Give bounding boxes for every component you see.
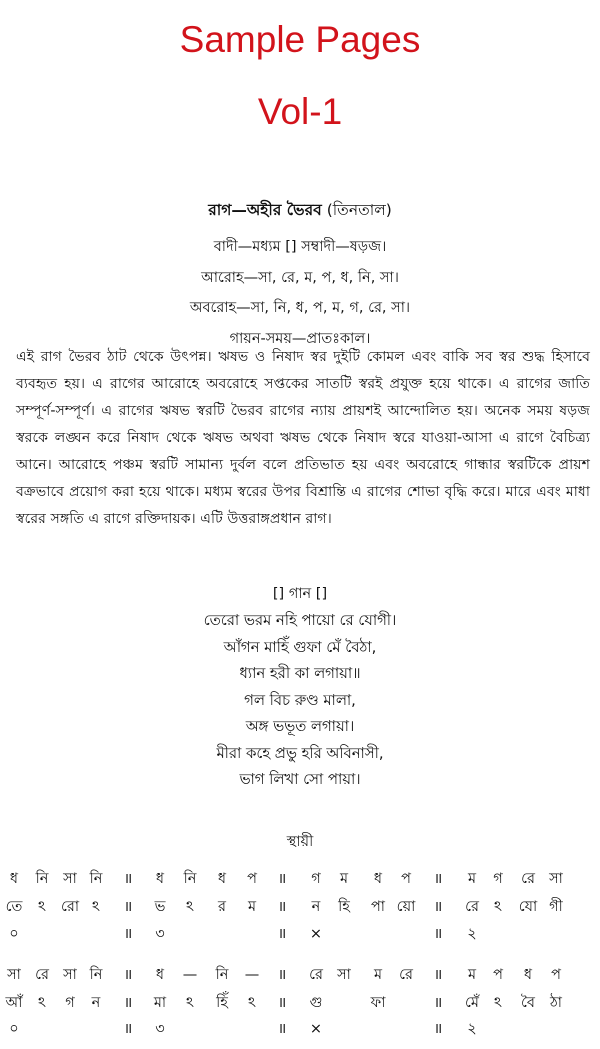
notation-cell: সা <box>7 967 21 983</box>
notation-cell: ন <box>91 995 101 1011</box>
notation-cell: ০ <box>9 926 19 942</box>
notation-cell: ম <box>373 967 383 983</box>
notation-cell: গ <box>493 871 503 887</box>
tala-name: (তিনতাল) <box>326 201 392 219</box>
notation-cell: ঠা <box>550 995 562 1011</box>
notation-cell: প <box>401 871 411 887</box>
notation-cell: ধ <box>523 967 533 983</box>
notation-cell: গ <box>311 871 321 887</box>
notation-cell: ০ <box>9 1021 19 1037</box>
notation-cell: ম <box>247 899 257 915</box>
notation-cell: রে <box>35 967 49 983</box>
notation-cell: প <box>247 871 257 887</box>
lyric-line: ধ্যান হরী কা লগায়া॥ <box>239 665 361 682</box>
notation-cell: নি <box>35 871 49 887</box>
song-heading: [] গান [] <box>272 586 328 602</box>
bar-divider: ॥ <box>277 871 287 887</box>
notation-cell: ধ <box>155 967 165 983</box>
sthayi-heading: স্থায়ী <box>286 834 314 850</box>
notation-cell: তে <box>5 899 23 915</box>
bar-divider: ॥ <box>123 899 133 915</box>
notation-cell: ধ <box>9 871 19 887</box>
aroha-line: আরোহ—সা, রে, ম, প, ধ, নি, সা। <box>201 269 399 286</box>
notation-row <box>0 868 600 890</box>
notation-cell: সা <box>337 967 351 983</box>
bar-divider: ॥ <box>123 926 133 942</box>
bar-divider: ॥ <box>433 1021 443 1037</box>
bar-divider: ॥ <box>277 967 287 983</box>
bar-divider: ॥ <box>277 926 287 942</box>
notation-cell: নি <box>183 871 197 887</box>
bar-divider: ॥ <box>123 967 133 983</box>
notation-cell: হিঁ <box>216 995 228 1011</box>
raga-heading <box>0 200 600 220</box>
notation-cell: ৩ <box>155 926 165 942</box>
notation-cell: প <box>551 967 561 983</box>
notation-cell: ঽ <box>186 995 194 1011</box>
notation-cell: — <box>244 967 260 983</box>
bar-divider: ॥ <box>433 871 443 887</box>
notation-cell: ঽ <box>38 899 46 915</box>
sample-pages-title: Sample Pages <box>179 19 421 60</box>
lyric-line: আঁগন মাহিঁ গুফা মেঁ বৈঠা, <box>223 638 377 656</box>
bar-divider: ॥ <box>433 967 443 983</box>
notation-cell: ঽ <box>248 995 256 1011</box>
notation-cell: য়ো <box>396 899 416 915</box>
notation-row <box>0 992 600 1014</box>
notation-cell: সা <box>63 871 77 887</box>
notation-cell: ধ <box>217 871 227 887</box>
notation-cell: পা <box>370 899 386 915</box>
notation-cell: রে <box>399 967 413 983</box>
raga-name: রাগ—অহীর ভৈরব <box>208 201 322 219</box>
lyric-line: মীরা কহে প্রভু হরি অবিনাসী, <box>216 744 384 762</box>
notation-cell: গী <box>549 899 563 915</box>
bar-divider: ॥ <box>123 995 133 1011</box>
notation-cell: রে <box>309 967 323 983</box>
notation-cell: গ <box>65 995 75 1011</box>
lyric-line: তেরো ভরম নহি পায়ো রে যোগী। <box>203 612 397 629</box>
notation-cell: সা <box>63 967 77 983</box>
notation-cell: রো <box>60 899 80 915</box>
notation-cell: × <box>309 1021 323 1037</box>
bar-divider: ॥ <box>433 926 443 942</box>
notation-cell: র <box>218 899 226 915</box>
notation-cell: ২ <box>467 1021 477 1037</box>
notation-cell: ম <box>339 871 349 887</box>
notation-cell: বৈ <box>521 995 535 1011</box>
bar-divider: ॥ <box>433 899 443 915</box>
notation-row <box>0 896 600 918</box>
lyric-line: ভাগ লিখা সো পায়া। <box>239 771 361 788</box>
notation-row <box>0 923 600 945</box>
bar-divider: ॥ <box>433 995 443 1011</box>
notation-cell: প <box>493 967 503 983</box>
notation-cell: আঁ <box>5 995 23 1011</box>
notation-cell: নি <box>89 871 103 887</box>
notation-cell: যো <box>518 899 538 915</box>
notation-cell: ম <box>467 967 477 983</box>
notation-cell: নি <box>215 967 229 983</box>
notation-cell: মা <box>153 995 167 1011</box>
notation-cell: ধ <box>155 871 165 887</box>
notation-cell: ঽ <box>494 899 502 915</box>
notation-cell: রে <box>465 899 479 915</box>
notation-cell: মেঁ <box>465 995 479 1011</box>
bar-divider: ॥ <box>277 995 287 1011</box>
raga-info <box>0 232 600 354</box>
singing-time-line: গায়ন-সময়—প্রাতঃকাল। <box>229 330 371 347</box>
notation-cell: ভ <box>154 899 166 915</box>
bar-divider: ॥ <box>277 899 287 915</box>
notation-cell: হি <box>338 899 350 915</box>
bar-divider: ॥ <box>123 1021 133 1037</box>
lyric-line: গল বিচ রুণ্ড মালা, <box>244 691 356 709</box>
raga-description: এই রাগ ভৈরব ঠাট থেকে উৎপন্ন। ঋষভ ও নিষাদ স্বর দুইটি কোমল এবং বাকি সব স্বর শুদ্ধ হিসাবে ব্যবহৃত হয়। এ রাগের আরোহে অবরোহে সপ্তকের সাতটি স্বরই প্রযুক্ত হয়ে থাকে। এ রাগের জাতি সম্পূর্ণ-সম্পূর্ণ। এ রাগের ঋষভ স্বরটি ভৈরব রাগের ন্যায় প্রায়শই আন্দোলিত হয়। অনেক সময় ষড়জ স্বরকে লঙ্ঘন করে নিষাদ থেকে ঋষভ অথবা ঋষভ থেকে নিষাদ স্বরে যাওয়া-আসা এ রাগে বৈচিত্র্য আনে। আরোহে পঞ্চম স্বরটি সামান্য দুর্বল বলে প্রতিভাত হয় এবং অবরোহে গান্ধার স্বরটিকে প্রায়শ বক্রভাবে প্রয়োগ করা হয়ে থাকে। মধ্যম স্বরের উপর বিশ্রান্তি এ রাগের শোভা বৃদ্ধি করে। মারে এবং মাধা স্বরের সঙ্গতি এ রাগে রক্তিদায়ক। এটি উত্তরাঙ্গপ্রধান রাগ। <box>16 349 590 527</box>
avaroha-line: অবরোহ—সা, নি, ধ, প, ম, গ, রে, সা। <box>189 300 411 316</box>
notation-cell: × <box>309 926 323 942</box>
notation-cell: ধ <box>373 871 383 887</box>
bar-divider: ॥ <box>123 871 133 887</box>
volume-label: Vol-1 <box>257 91 343 132</box>
bar-divider: ॥ <box>277 1021 287 1037</box>
notation-cell: ম <box>467 871 477 887</box>
notation-cell: ঽ <box>92 899 100 915</box>
notation-cell: নি <box>89 967 103 983</box>
notation-cell: ৩ <box>155 1021 165 1037</box>
song-lyrics <box>0 608 600 794</box>
notation-row <box>0 964 600 986</box>
lyric-line: অঙ্গ ভভূত লগায়া। <box>245 718 355 735</box>
notation-cell: ২ <box>467 926 477 942</box>
notation-cell: ঽ <box>186 899 194 915</box>
notation-cell: রে <box>521 871 535 887</box>
notation-cell: ঽ <box>38 995 46 1011</box>
notation-cell: সা <box>549 871 563 887</box>
vadi-samvadi-line: বাদী—মধ্যম [] সম্বাদী—ষড়জ। <box>213 239 387 255</box>
notation-cell: গু <box>309 995 323 1011</box>
notation-cell: ঽ <box>494 995 502 1011</box>
notation-row <box>0 1018 600 1040</box>
notation-cell: ফা <box>370 995 386 1011</box>
notation-cell: — <box>182 967 198 983</box>
notation-cell: ন <box>311 899 321 915</box>
